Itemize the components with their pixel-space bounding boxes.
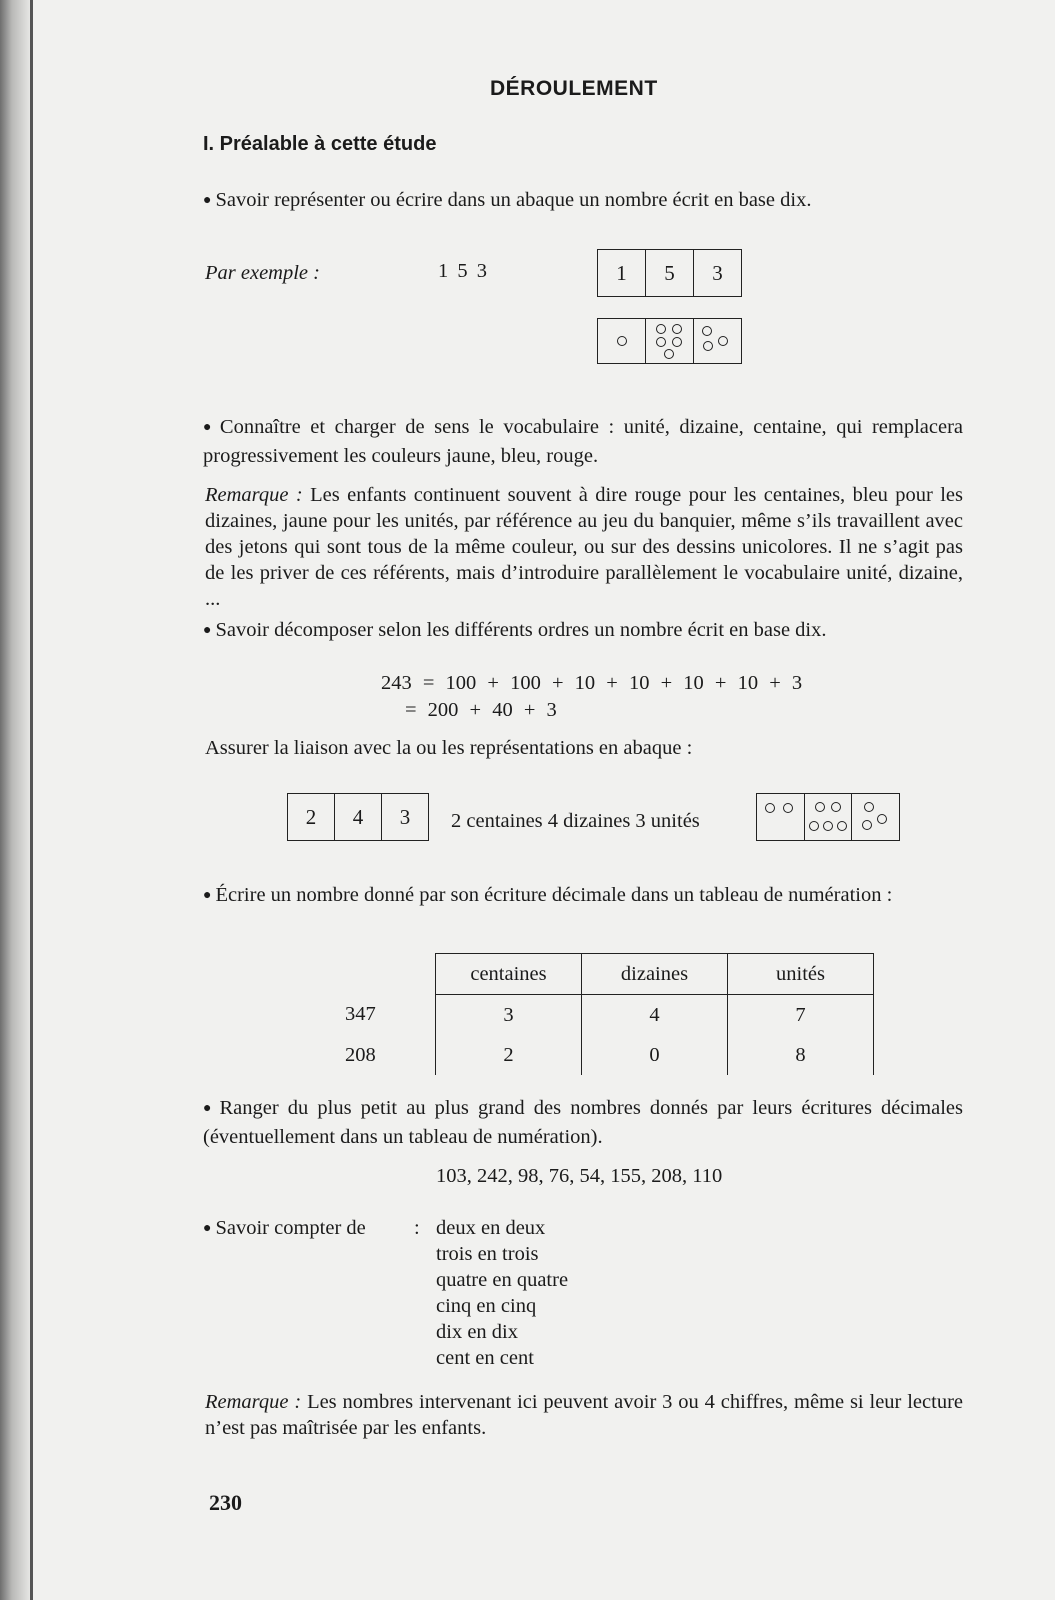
bullet-text: Savoir représenter ou écrire dans un abaque un nombre écrit en base dix. bbox=[215, 189, 812, 211]
page-binding-shadow bbox=[0, 0, 30, 1600]
token-icon bbox=[765, 803, 775, 813]
header-dizaines: dizaines bbox=[582, 954, 728, 995]
remark-label: Remarque : bbox=[205, 1391, 302, 1413]
abaque-tokens-153 bbox=[597, 318, 742, 364]
liaison-text: Assurer la liaison avec la ou les représentations en abaque : bbox=[205, 737, 693, 759]
heading: DÉROULEMENT bbox=[490, 77, 658, 100]
token-icon bbox=[831, 802, 841, 812]
table-cell: 0 bbox=[582, 1035, 728, 1075]
abaque-token-cell bbox=[646, 319, 694, 363]
list-item: deux en deux bbox=[436, 1217, 546, 1239]
list-item: cent en cent bbox=[436, 1347, 534, 1369]
token-icon bbox=[862, 820, 872, 830]
section-title: I. Préalable à cette étude bbox=[203, 133, 437, 155]
remark-text: Les nombres intervenant ici peuvent avoir 3 ou 4 chiffres, même si leur lecture n’est pas maîtrisée par les enfants. bbox=[205, 1391, 963, 1439]
table-cell: 2 bbox=[436, 1035, 582, 1075]
bullet-compter bbox=[203, 1215, 366, 1244]
token-icon bbox=[837, 821, 847, 831]
list-item: dix en dix bbox=[436, 1321, 518, 1343]
remark-1 bbox=[205, 482, 963, 612]
bullet-text: Connaître et charger de sens le vocabulaire : unité, dizaine, centaine, qui remplacera progressivement les couleurs jaune, bleu, rouge. bbox=[203, 416, 963, 467]
table-cell: 3 bbox=[436, 995, 582, 1036]
abaque-digits-243 bbox=[287, 793, 429, 841]
numbers-list: 103, 242, 98, 76, 54, 155, 208, 110 bbox=[436, 1165, 723, 1187]
colon: : bbox=[414, 1217, 420, 1239]
token-icon bbox=[823, 821, 833, 831]
list-item: quatre en quatre bbox=[436, 1269, 569, 1291]
abaque-token-cell bbox=[805, 794, 853, 840]
abaque-token-cell bbox=[694, 319, 741, 363]
token-icon bbox=[664, 349, 674, 359]
header-centaines: centaines bbox=[436, 954, 582, 995]
list-item: trois en trois bbox=[436, 1243, 539, 1265]
token-icon bbox=[617, 336, 627, 346]
table-cell: 7 bbox=[728, 995, 874, 1036]
abaque-tokens-243 bbox=[756, 793, 900, 841]
abaque-cell: 4 bbox=[335, 794, 382, 840]
abaque-digits-153 bbox=[597, 249, 742, 297]
abaque-token-cell bbox=[757, 794, 805, 840]
bullet-ranger bbox=[203, 1095, 963, 1150]
table-cell: 8 bbox=[728, 1035, 874, 1075]
token-icon bbox=[703, 341, 713, 351]
abaque-cell: 1 bbox=[598, 250, 646, 296]
token-icon bbox=[718, 336, 728, 346]
page-edge-line bbox=[30, 0, 33, 1600]
table-row bbox=[325, 995, 874, 1036]
bullet-ecrire bbox=[203, 882, 963, 911]
abaque-cell: 3 bbox=[399, 804, 411, 829]
remark-text: Les enfants continuent souvent à dire rouge pour les centaines, bleu pour les dizaines, jaune pour les unités, par référence au jeu du banquier, même s’ils travaillent avec des jetons qui sont tous de la même couleur, ou sur des dessins unicolores. Il ne s’agit pas de les priver de ces référents, mais d’introduire parallèlement le vocabulaire unité, dizaine, ... bbox=[205, 484, 963, 610]
token-icon bbox=[656, 337, 666, 347]
list-item: cinq en cinq bbox=[436, 1295, 537, 1317]
row-label-header bbox=[325, 954, 436, 995]
abaque-cell: 5 bbox=[646, 250, 694, 296]
abaque-cell: 3 bbox=[712, 260, 723, 285]
count-list bbox=[436, 1215, 568, 1371]
token-icon bbox=[877, 814, 887, 824]
token-icon bbox=[656, 324, 666, 334]
token-icon bbox=[672, 337, 682, 347]
bullet-text: Savoir compter de bbox=[215, 1217, 366, 1239]
bullet-text: Écrire un nombre donné par son écriture décimale dans un tableau de numération : bbox=[215, 884, 893, 906]
row-label: 208 bbox=[345, 1043, 376, 1066]
bullet-decomposer bbox=[203, 617, 963, 646]
abaque-cell: 2 bbox=[288, 794, 335, 840]
token-icon bbox=[672, 324, 682, 334]
abaque-token-cell bbox=[598, 319, 646, 363]
example-label: Par exemple : bbox=[205, 262, 320, 284]
table-cell: 4 bbox=[582, 995, 728, 1036]
bullet-vocabulaire bbox=[203, 414, 963, 469]
bullet-text: Savoir décomposer selon les différents ordres un nombre écrit en base dix. bbox=[215, 619, 827, 641]
abaque-token-cell bbox=[852, 794, 899, 840]
token-icon bbox=[815, 802, 825, 812]
remark-2 bbox=[205, 1389, 963, 1441]
equation-line-1: 243 = 100 + 100 + 10 + 10 + 10 + 10 + 3 bbox=[381, 672, 803, 694]
row-label: 347 bbox=[345, 1003, 376, 1026]
bullet-representer bbox=[203, 187, 963, 216]
abaque-words: 2 centaines 4 dizaines 3 unités bbox=[451, 810, 700, 832]
remark-label: Remarque : bbox=[205, 484, 303, 506]
equation-line-2: = 200 + 40 + 3 bbox=[405, 699, 557, 721]
token-icon bbox=[783, 803, 793, 813]
page-number: 230 bbox=[209, 1490, 242, 1515]
table-row bbox=[325, 1035, 874, 1075]
numeration-table bbox=[325, 953, 874, 1075]
token-icon bbox=[864, 802, 874, 812]
token-icon bbox=[702, 326, 712, 336]
bullet-text: Ranger du plus petit au plus grand des nombres donnés par leurs écritures décimales (éventuellement dans un tableau de numération). bbox=[203, 1097, 963, 1148]
example-number: 1 5 3 bbox=[438, 260, 489, 282]
table-header-row bbox=[325, 954, 874, 995]
token-icon bbox=[809, 821, 819, 831]
header-unites: unités bbox=[728, 954, 874, 995]
